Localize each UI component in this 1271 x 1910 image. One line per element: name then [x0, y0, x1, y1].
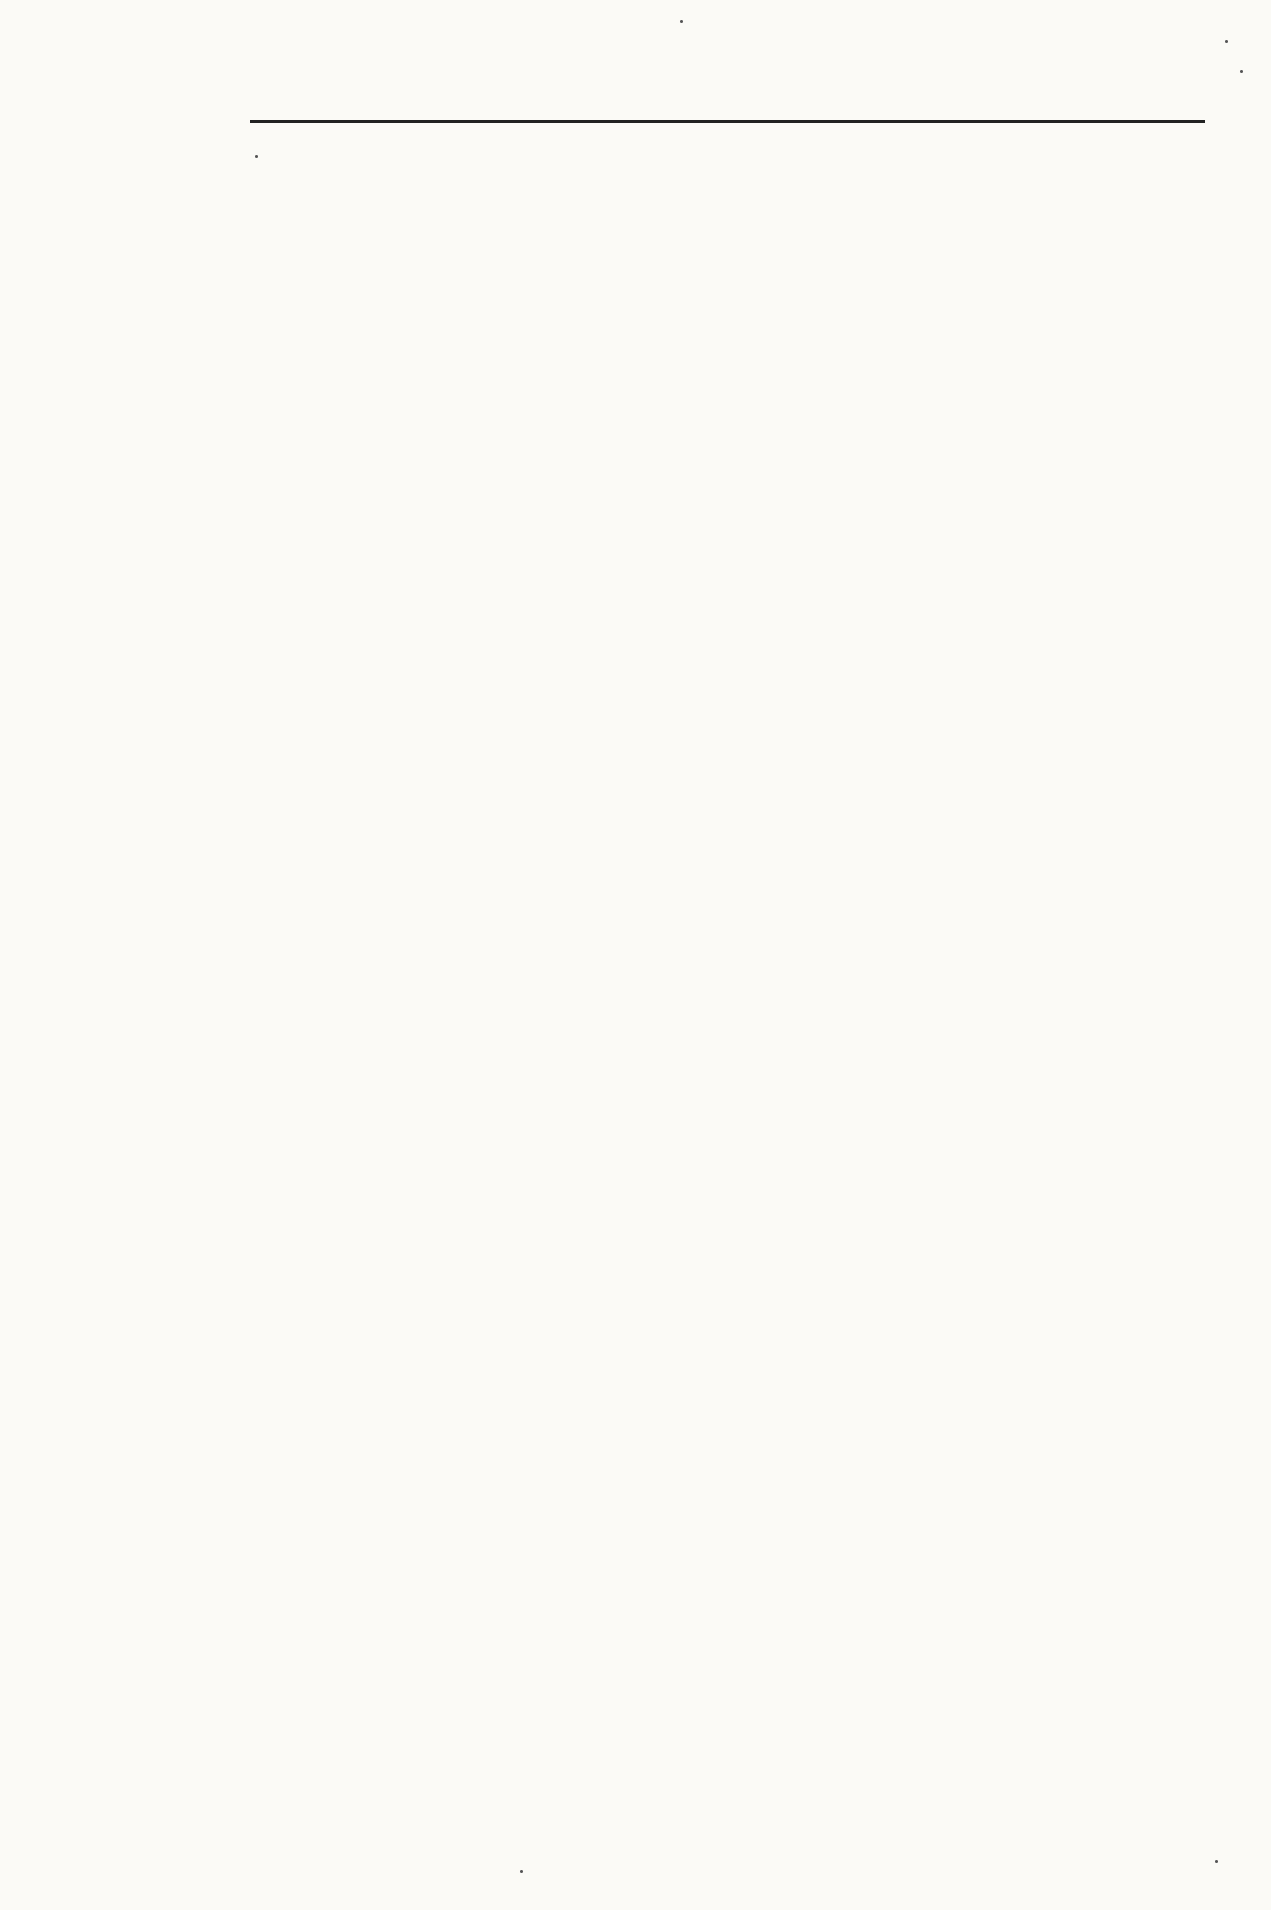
text-line [240, 368, 1200, 408]
commentary-section-tippani [240, 1356, 1200, 1910]
text-line [240, 1470, 1200, 1510]
text-line [240, 842, 1200, 882]
text-line [240, 294, 1200, 334]
text-line [240, 1156, 1200, 1196]
section-heading [240, 688, 1200, 722]
section-heading [240, 1356, 1200, 1390]
text-line [240, 448, 1200, 488]
text-line [240, 922, 1200, 962]
text-line [240, 1670, 1200, 1710]
text-line [240, 1590, 1200, 1630]
text-line [240, 762, 1200, 802]
text-line [240, 1116, 1200, 1156]
text-line [240, 882, 1200, 922]
text-line [240, 648, 1200, 688]
text-line [240, 1510, 1200, 1550]
page-body [240, 140, 1200, 1880]
text-line [240, 1236, 1200, 1276]
text-line [240, 608, 1200, 648]
text-line [240, 1430, 1200, 1470]
section-heading [240, 140, 1200, 174]
scan-speck [1215, 1860, 1218, 1863]
scan-speck [520, 1870, 523, 1873]
text-line [240, 1790, 1200, 1830]
text-line [240, 488, 1200, 528]
text-line [240, 722, 1200, 762]
text-line [240, 254, 1200, 294]
text-line [240, 1076, 1200, 1116]
text-line [240, 1002, 1200, 1042]
commentary-section-prakashika [240, 688, 1200, 1042]
commentary-section-makaranda [240, 1042, 1200, 1356]
text-line [240, 962, 1200, 1002]
text-line [240, 1196, 1200, 1236]
scan-speck [1240, 70, 1243, 73]
section-heading [240, 334, 1200, 368]
header-rule [250, 120, 1205, 123]
text-line [240, 1830, 1200, 1870]
text-line [240, 408, 1200, 448]
text-line [240, 1870, 1200, 1910]
scan-speck [255, 155, 258, 158]
text-line [240, 1276, 1200, 1316]
commentary-section-main [240, 334, 1200, 688]
text-line [240, 1630, 1200, 1670]
text-line [240, 1316, 1200, 1356]
text-line [240, 528, 1200, 568]
text-line [240, 568, 1200, 608]
text-line [240, 1750, 1200, 1790]
text-line [240, 214, 1200, 254]
scan-speck [680, 20, 683, 23]
text-line [240, 1550, 1200, 1590]
text-line [240, 1390, 1200, 1430]
text-line [240, 174, 1200, 214]
commentary-section-prakasha [240, 140, 1200, 334]
text-line [240, 802, 1200, 842]
text-line [240, 1710, 1200, 1750]
scan-speck [1225, 40, 1228, 43]
section-heading [240, 1042, 1200, 1076]
page-header [262, 62, 1202, 114]
